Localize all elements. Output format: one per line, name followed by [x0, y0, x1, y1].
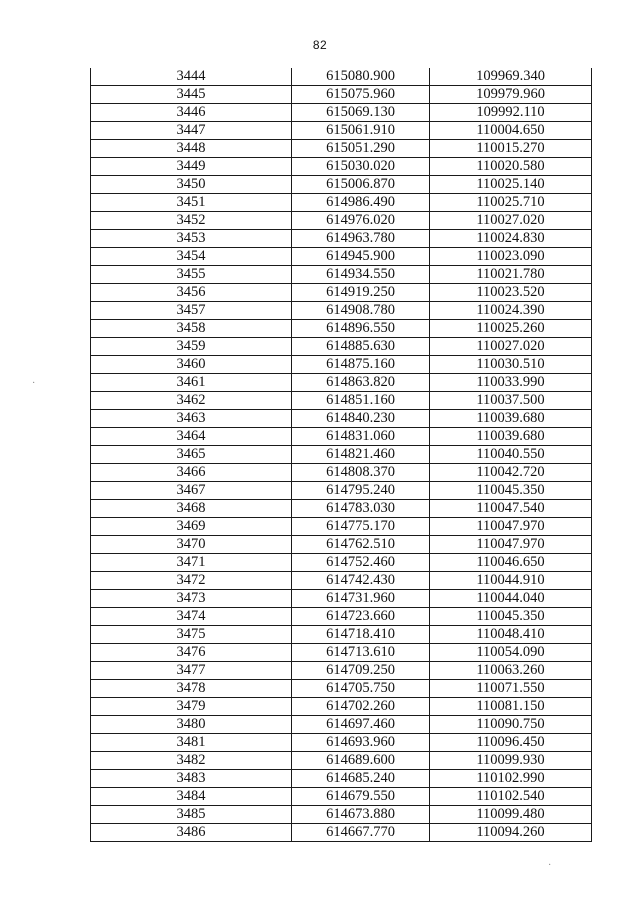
- table-row: [91, 248, 592, 266]
- point-number-cell: 3457: [91, 302, 292, 320]
- x-coordinate-cell: 614963.780: [292, 230, 430, 248]
- y-coordinate-cell: 110023.520: [430, 284, 592, 302]
- y-coordinate-cell: 110040.550: [430, 446, 592, 464]
- table-row: [91, 752, 592, 770]
- scan-speck: ·: [548, 860, 552, 871]
- x-coordinate-cell: 615030.020: [292, 158, 430, 176]
- x-coordinate-cell: 615075.960: [292, 86, 430, 104]
- x-coordinate-cell: 614976.020: [292, 212, 430, 230]
- table-row: [91, 140, 592, 158]
- point-number-cell: 3484: [91, 788, 292, 806]
- x-coordinate-cell: 614945.900: [292, 248, 430, 266]
- point-number-cell: 3444: [91, 68, 292, 86]
- y-coordinate-cell: 110071.550: [430, 680, 592, 698]
- x-coordinate-cell: 614723.660: [292, 608, 430, 626]
- y-coordinate-cell: 110025.710: [430, 194, 592, 212]
- x-coordinate-cell: 614875.160: [292, 356, 430, 374]
- table-row: [91, 212, 592, 230]
- point-number-cell: 3469: [91, 518, 292, 536]
- y-coordinate-cell: 110044.040: [430, 590, 592, 608]
- x-coordinate-cell: 614709.250: [292, 662, 430, 680]
- point-number-cell: 3486: [91, 824, 292, 842]
- x-coordinate-cell: 614863.820: [292, 374, 430, 392]
- x-coordinate-cell: 614685.240: [292, 770, 430, 788]
- x-coordinate-cell: 615080.900: [292, 68, 430, 86]
- x-coordinate-cell: 614808.370: [292, 464, 430, 482]
- point-number-cell: 3462: [91, 392, 292, 410]
- y-coordinate-cell: 110063.260: [430, 662, 592, 680]
- table-row: [91, 302, 592, 320]
- y-coordinate-cell: 110033.990: [430, 374, 592, 392]
- x-coordinate-cell: 614702.260: [292, 698, 430, 716]
- table-row: [91, 392, 592, 410]
- y-coordinate-cell: 110054.090: [430, 644, 592, 662]
- page-number: 82: [312, 38, 328, 52]
- x-coordinate-cell: 614673.880: [292, 806, 430, 824]
- table-row: [91, 464, 592, 482]
- table-row: [91, 446, 592, 464]
- point-number-cell: 3481: [91, 734, 292, 752]
- scan-speck: ·: [32, 378, 36, 389]
- y-coordinate-cell: 110037.500: [430, 392, 592, 410]
- table-row: [91, 356, 592, 374]
- y-coordinate-cell: 110090.750: [430, 716, 592, 734]
- x-coordinate-cell: 614775.170: [292, 518, 430, 536]
- x-coordinate-cell: 614795.240: [292, 482, 430, 500]
- x-coordinate-cell: 615006.870: [292, 176, 430, 194]
- x-coordinate-cell: 614667.770: [292, 824, 430, 842]
- point-number-cell: 3451: [91, 194, 292, 212]
- y-coordinate-cell: 110045.350: [430, 482, 592, 500]
- point-number-cell: 3476: [91, 644, 292, 662]
- y-coordinate-cell: 110047.970: [430, 518, 592, 536]
- point-number-cell: 3458: [91, 320, 292, 338]
- table-row: [91, 554, 592, 572]
- y-coordinate-cell: 110042.720: [430, 464, 592, 482]
- y-coordinate-cell: 110020.580: [430, 158, 592, 176]
- point-number-cell: 3446: [91, 104, 292, 122]
- point-number-cell: 3463: [91, 410, 292, 428]
- table-row: [91, 428, 592, 446]
- table-row: [91, 518, 592, 536]
- table-row: [91, 500, 592, 518]
- x-coordinate-cell: 614986.490: [292, 194, 430, 212]
- x-coordinate-cell: 614731.960: [292, 590, 430, 608]
- y-coordinate-cell: 110047.540: [430, 500, 592, 518]
- x-coordinate-cell: 614693.960: [292, 734, 430, 752]
- y-coordinate-cell: 110027.020: [430, 338, 592, 356]
- point-number-cell: 3478: [91, 680, 292, 698]
- y-coordinate-cell: 110099.930: [430, 752, 592, 770]
- point-number-cell: 3467: [91, 482, 292, 500]
- point-number-cell: 3482: [91, 752, 292, 770]
- x-coordinate-cell: 614831.060: [292, 428, 430, 446]
- point-number-cell: 3452: [91, 212, 292, 230]
- table-row: [91, 338, 592, 356]
- table-row: [91, 284, 592, 302]
- table-row: [91, 572, 592, 590]
- y-coordinate-cell: 110102.540: [430, 788, 592, 806]
- y-coordinate-cell: 110015.270: [430, 140, 592, 158]
- point-number-cell: 3483: [91, 770, 292, 788]
- point-number-cell: 3480: [91, 716, 292, 734]
- x-coordinate-cell: 614896.550: [292, 320, 430, 338]
- coordinates-table-body: [91, 68, 592, 842]
- table-row: [91, 806, 592, 824]
- y-coordinate-cell: 110045.350: [430, 608, 592, 626]
- point-number-cell: 3472: [91, 572, 292, 590]
- y-coordinate-cell: 110024.830: [430, 230, 592, 248]
- table-row: [91, 770, 592, 788]
- y-coordinate-cell: 110094.260: [430, 824, 592, 842]
- point-number-cell: 3447: [91, 122, 292, 140]
- y-coordinate-cell: 109969.340: [430, 68, 592, 86]
- point-number-cell: 3475: [91, 626, 292, 644]
- y-coordinate-cell: 109979.960: [430, 86, 592, 104]
- y-coordinate-cell: 110030.510: [430, 356, 592, 374]
- y-coordinate-cell: 110047.970: [430, 536, 592, 554]
- point-number-cell: 3459: [91, 338, 292, 356]
- x-coordinate-cell: 614697.460: [292, 716, 430, 734]
- y-coordinate-cell: 110099.480: [430, 806, 592, 824]
- table-row: [91, 824, 592, 842]
- x-coordinate-cell: 614705.750: [292, 680, 430, 698]
- point-number-cell: 3477: [91, 662, 292, 680]
- y-coordinate-cell: 110025.260: [430, 320, 592, 338]
- table-row: [91, 680, 592, 698]
- table-row: [91, 266, 592, 284]
- point-number-cell: 3470: [91, 536, 292, 554]
- y-coordinate-cell: 109992.110: [430, 104, 592, 122]
- point-number-cell: 3465: [91, 446, 292, 464]
- table-row: [91, 86, 592, 104]
- table-row: [91, 194, 592, 212]
- y-coordinate-cell: 110039.680: [430, 410, 592, 428]
- table-row: [91, 410, 592, 428]
- table-row: [91, 608, 592, 626]
- x-coordinate-cell: 614934.550: [292, 266, 430, 284]
- table-row: [91, 374, 592, 392]
- table-row: [91, 698, 592, 716]
- x-coordinate-cell: 614908.780: [292, 302, 430, 320]
- x-coordinate-cell: 614713.610: [292, 644, 430, 662]
- y-coordinate-cell: 110023.090: [430, 248, 592, 266]
- table-row: [91, 230, 592, 248]
- x-coordinate-cell: 614752.460: [292, 554, 430, 572]
- y-coordinate-cell: 110046.650: [430, 554, 592, 572]
- point-number-cell: 3474: [91, 608, 292, 626]
- point-number-cell: 3460: [91, 356, 292, 374]
- x-coordinate-cell: 615051.290: [292, 140, 430, 158]
- x-coordinate-cell: 614821.460: [292, 446, 430, 464]
- point-number-cell: 3445: [91, 86, 292, 104]
- table-row: [91, 176, 592, 194]
- point-number-cell: 3454: [91, 248, 292, 266]
- y-coordinate-cell: 110025.140: [430, 176, 592, 194]
- x-coordinate-cell: 615061.910: [292, 122, 430, 140]
- point-number-cell: 3471: [91, 554, 292, 572]
- point-number-cell: 3455: [91, 266, 292, 284]
- x-coordinate-cell: 615069.130: [292, 104, 430, 122]
- point-number-cell: 3448: [91, 140, 292, 158]
- table-row: [91, 716, 592, 734]
- x-coordinate-cell: 614851.160: [292, 392, 430, 410]
- table-row: [91, 122, 592, 140]
- table-row: [91, 734, 592, 752]
- y-coordinate-cell: 110004.650: [430, 122, 592, 140]
- table-row: [91, 788, 592, 806]
- x-coordinate-cell: 614742.430: [292, 572, 430, 590]
- point-number-cell: 3466: [91, 464, 292, 482]
- coordinates-table: [90, 68, 592, 842]
- y-coordinate-cell: 110021.780: [430, 266, 592, 284]
- x-coordinate-cell: 614762.510: [292, 536, 430, 554]
- y-coordinate-cell: 110044.910: [430, 572, 592, 590]
- point-number-cell: 3468: [91, 500, 292, 518]
- point-number-cell: 3479: [91, 698, 292, 716]
- table-row: [91, 104, 592, 122]
- x-coordinate-cell: 614679.550: [292, 788, 430, 806]
- point-number-cell: 3464: [91, 428, 292, 446]
- y-coordinate-cell: 110024.390: [430, 302, 592, 320]
- table-row: [91, 590, 592, 608]
- x-coordinate-cell: 614919.250: [292, 284, 430, 302]
- table-row: [91, 536, 592, 554]
- table-row: [91, 626, 592, 644]
- point-number-cell: 3461: [91, 374, 292, 392]
- table-row: [91, 320, 592, 338]
- y-coordinate-cell: 110081.150: [430, 698, 592, 716]
- x-coordinate-cell: 614783.030: [292, 500, 430, 518]
- x-coordinate-cell: 614840.230: [292, 410, 430, 428]
- table-row: [91, 662, 592, 680]
- table-row: [91, 158, 592, 176]
- x-coordinate-cell: 614885.630: [292, 338, 430, 356]
- table-row: [91, 68, 592, 86]
- point-number-cell: 3450: [91, 176, 292, 194]
- y-coordinate-cell: 110027.020: [430, 212, 592, 230]
- x-coordinate-cell: 614689.600: [292, 752, 430, 770]
- point-number-cell: 3473: [91, 590, 292, 608]
- y-coordinate-cell: 110096.450: [430, 734, 592, 752]
- point-number-cell: 3485: [91, 806, 292, 824]
- point-number-cell: 3453: [91, 230, 292, 248]
- point-number-cell: 3456: [91, 284, 292, 302]
- table-row: [91, 482, 592, 500]
- y-coordinate-cell: 110039.680: [430, 428, 592, 446]
- x-coordinate-cell: 614718.410: [292, 626, 430, 644]
- table-row: [91, 644, 592, 662]
- y-coordinate-cell: 110102.990: [430, 770, 592, 788]
- point-number-cell: 3449: [91, 158, 292, 176]
- y-coordinate-cell: 110048.410: [430, 626, 592, 644]
